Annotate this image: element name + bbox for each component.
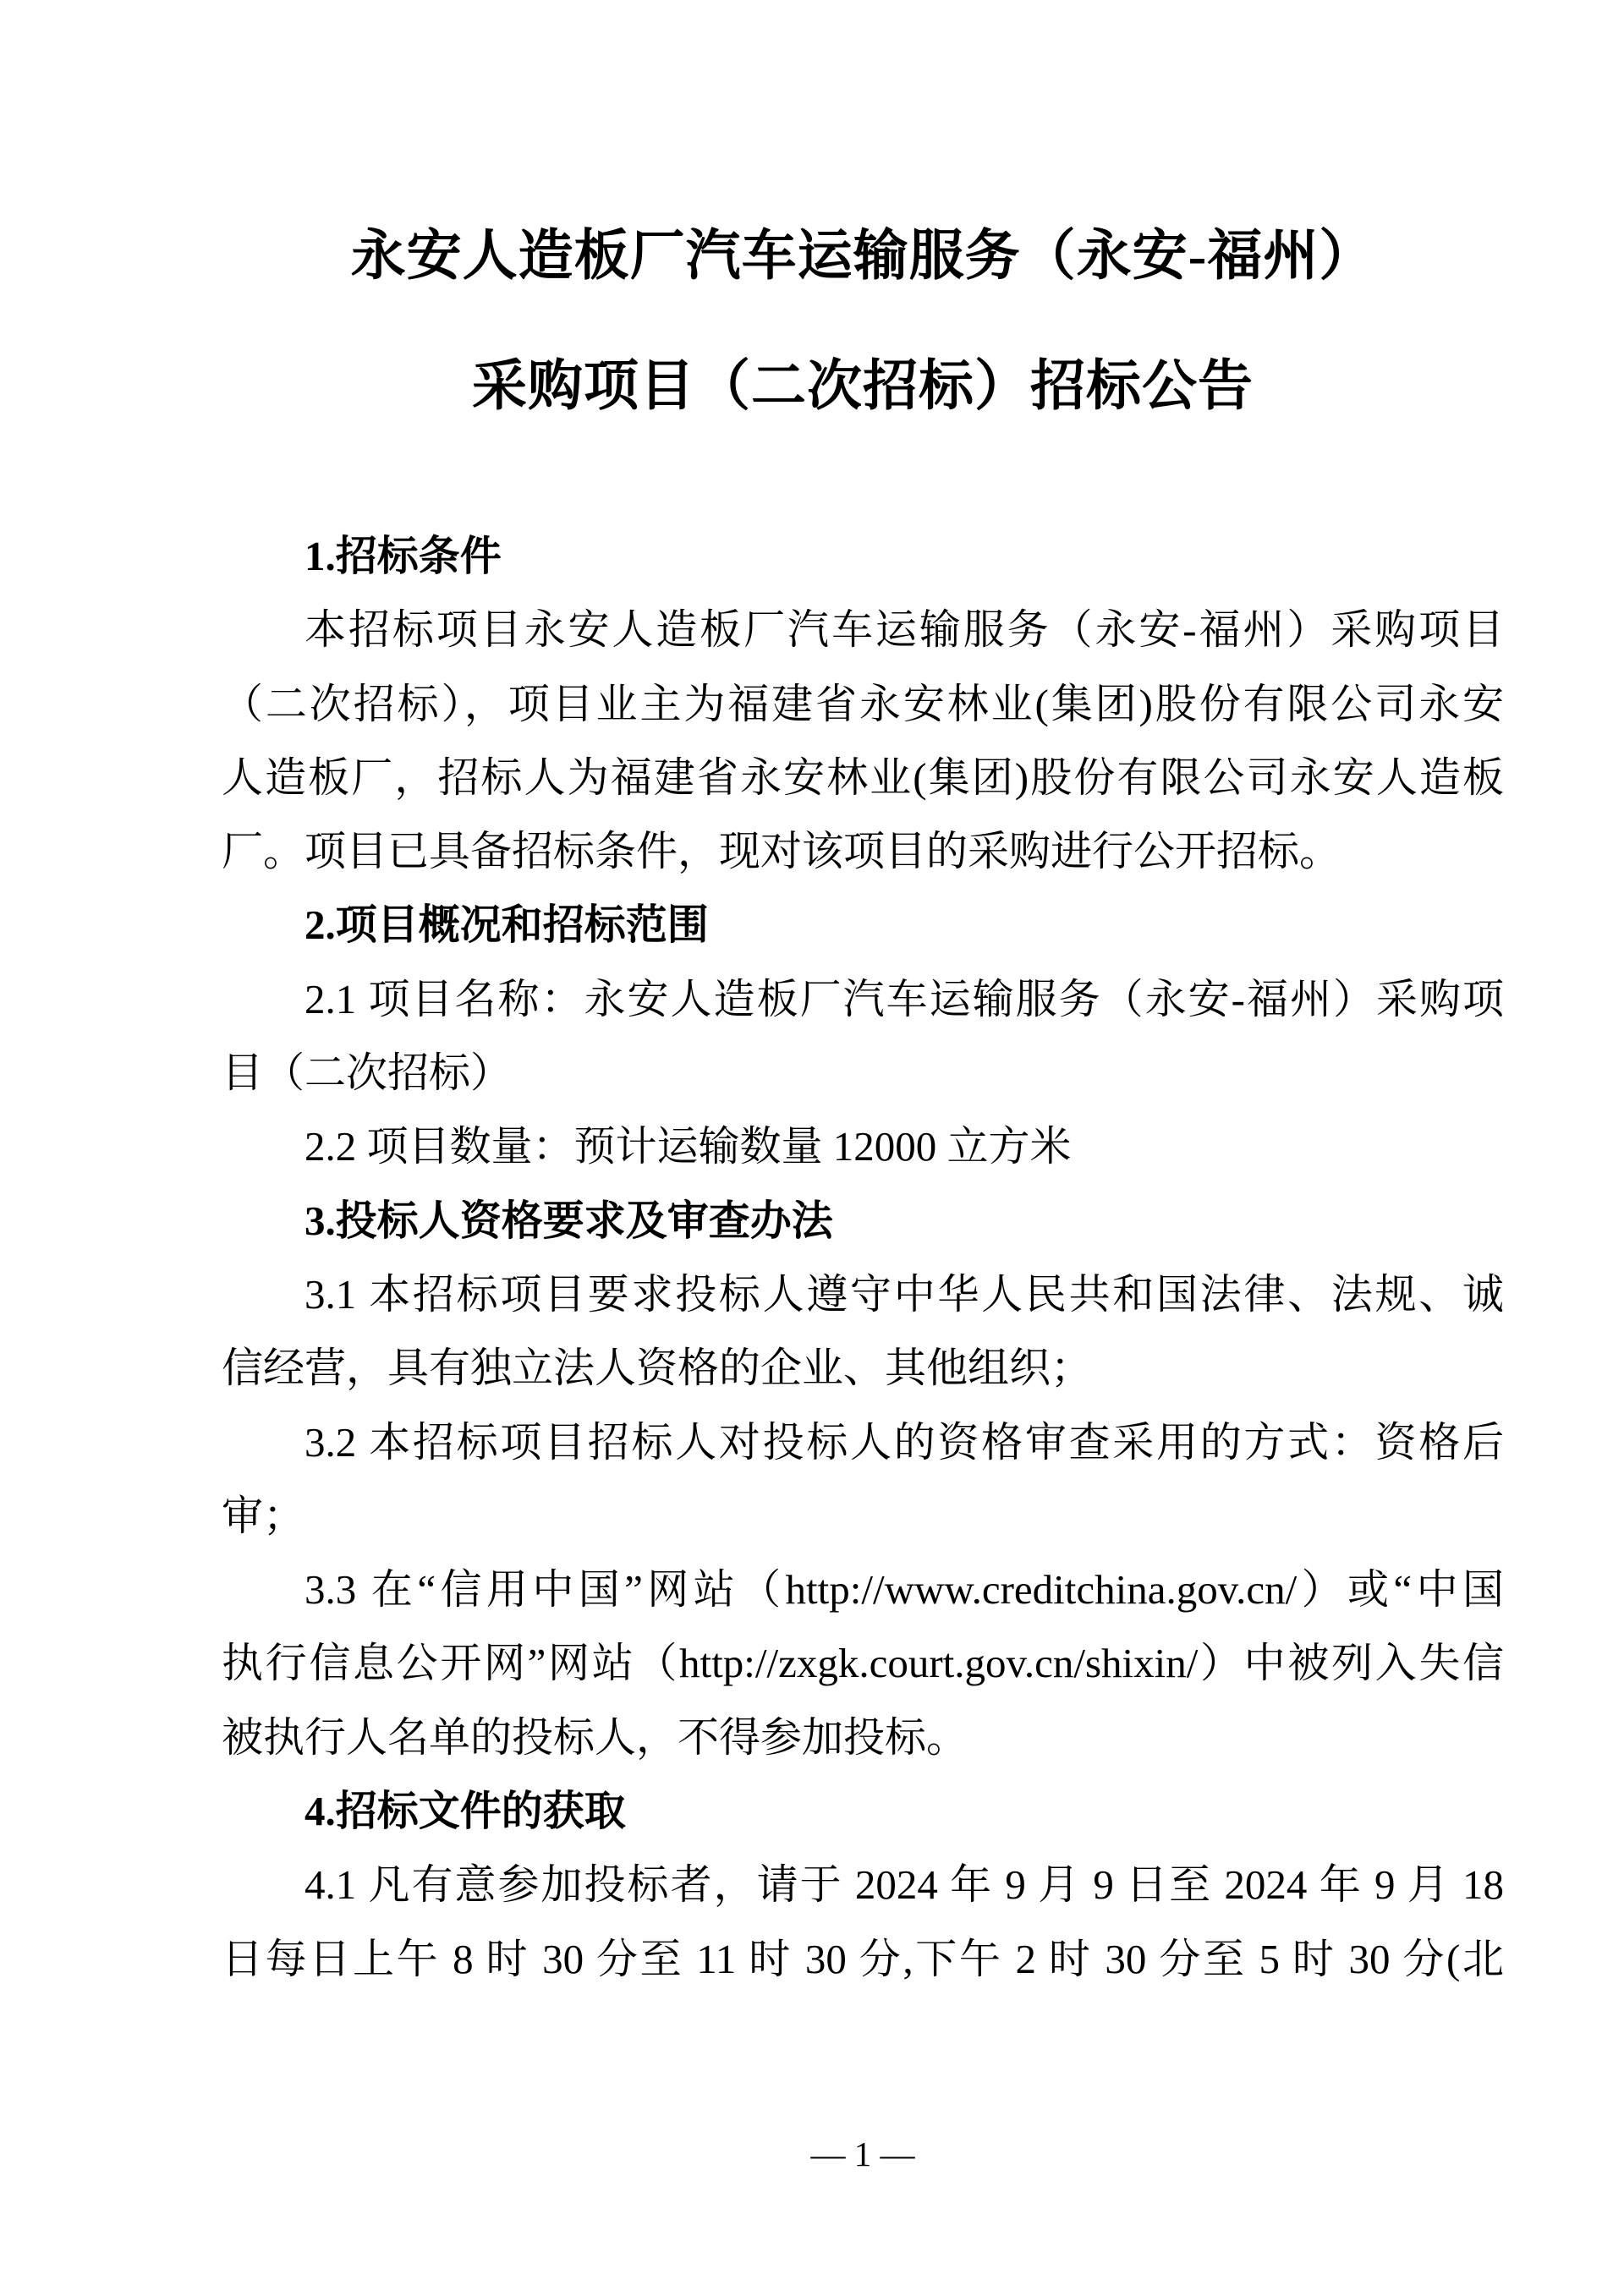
text-line: 3.3 在“信用中国”网站（http://www.creditchina.gov.cn/）或“中国 xyxy=(304,1566,1504,1614)
section-heading: 4.招标文件的获取 xyxy=(304,1788,626,1835)
title-line-1: 永安人造板厂汽车运输服务（永安-福州） xyxy=(350,226,1375,287)
text-line: （二次招标），项目业主为福建省永安林业(集团)股份有限公司永安 xyxy=(222,680,1504,727)
section-heading: 3.投标人资格要求及审查办法 xyxy=(304,1197,833,1244)
page-number: — 1 — xyxy=(810,2134,915,2173)
text-line: 日每日上午 8 时 30 分至 11 时 30 分,下午 2 时 30 分至 5 时 30 分(北 xyxy=(222,1935,1504,1982)
text-line: 4.1 凡有意参加投标者，请于 2024 年 9 月 9 日至 2024 年 9 月 18 xyxy=(304,1861,1504,1909)
text-line: 信经营，具有独立法人资格的企业、其他组织； xyxy=(222,1345,1093,1392)
text-line: 执行信息公开网”网站（http://zxgk.court.gov.cn/shixin/）中被列入失信 xyxy=(222,1640,1504,1687)
text-line: 目（二次招标） xyxy=(222,1049,513,1097)
text-line: 被执行人名单的投标人，不得参加投标。 xyxy=(222,1713,968,1761)
text-line: 2.2 项目数量：预计运输数量 12000 立方米 xyxy=(304,1123,1072,1170)
text-line: 本招标项目永安人造板厂汽车运输服务（永安-福州）采购项目 xyxy=(304,606,1504,654)
title-line-2: 采购项目（二次招标）招标公告 xyxy=(471,356,1254,417)
document-title xyxy=(222,191,1504,452)
text-line: 3.2 本招标项目招标人对投标人的资格审查采用的方式：资格后 xyxy=(304,1418,1504,1466)
text-line: 厂。项目已具备招标条件，现对该项目的采购进行公开招标。 xyxy=(222,828,1341,875)
text-line: 2.1 项目名称：永安人造板厂汽车运输服务（永安-福州）采购项 xyxy=(304,975,1504,1022)
text-line: 审； xyxy=(222,1492,305,1539)
text-line: 人造板厂，招标人为福建省永安林业(集团)股份有限公司永安人造板 xyxy=(222,753,1504,801)
document-body xyxy=(222,519,1504,1996)
section-heading: 2.项目概况和招标范围 xyxy=(304,901,709,949)
section-heading: 1.招标条件 xyxy=(304,533,502,579)
text-line: 3.1 本招标项目要求投标人遵守中华人民共和国法律、法规、诚 xyxy=(304,1270,1504,1318)
